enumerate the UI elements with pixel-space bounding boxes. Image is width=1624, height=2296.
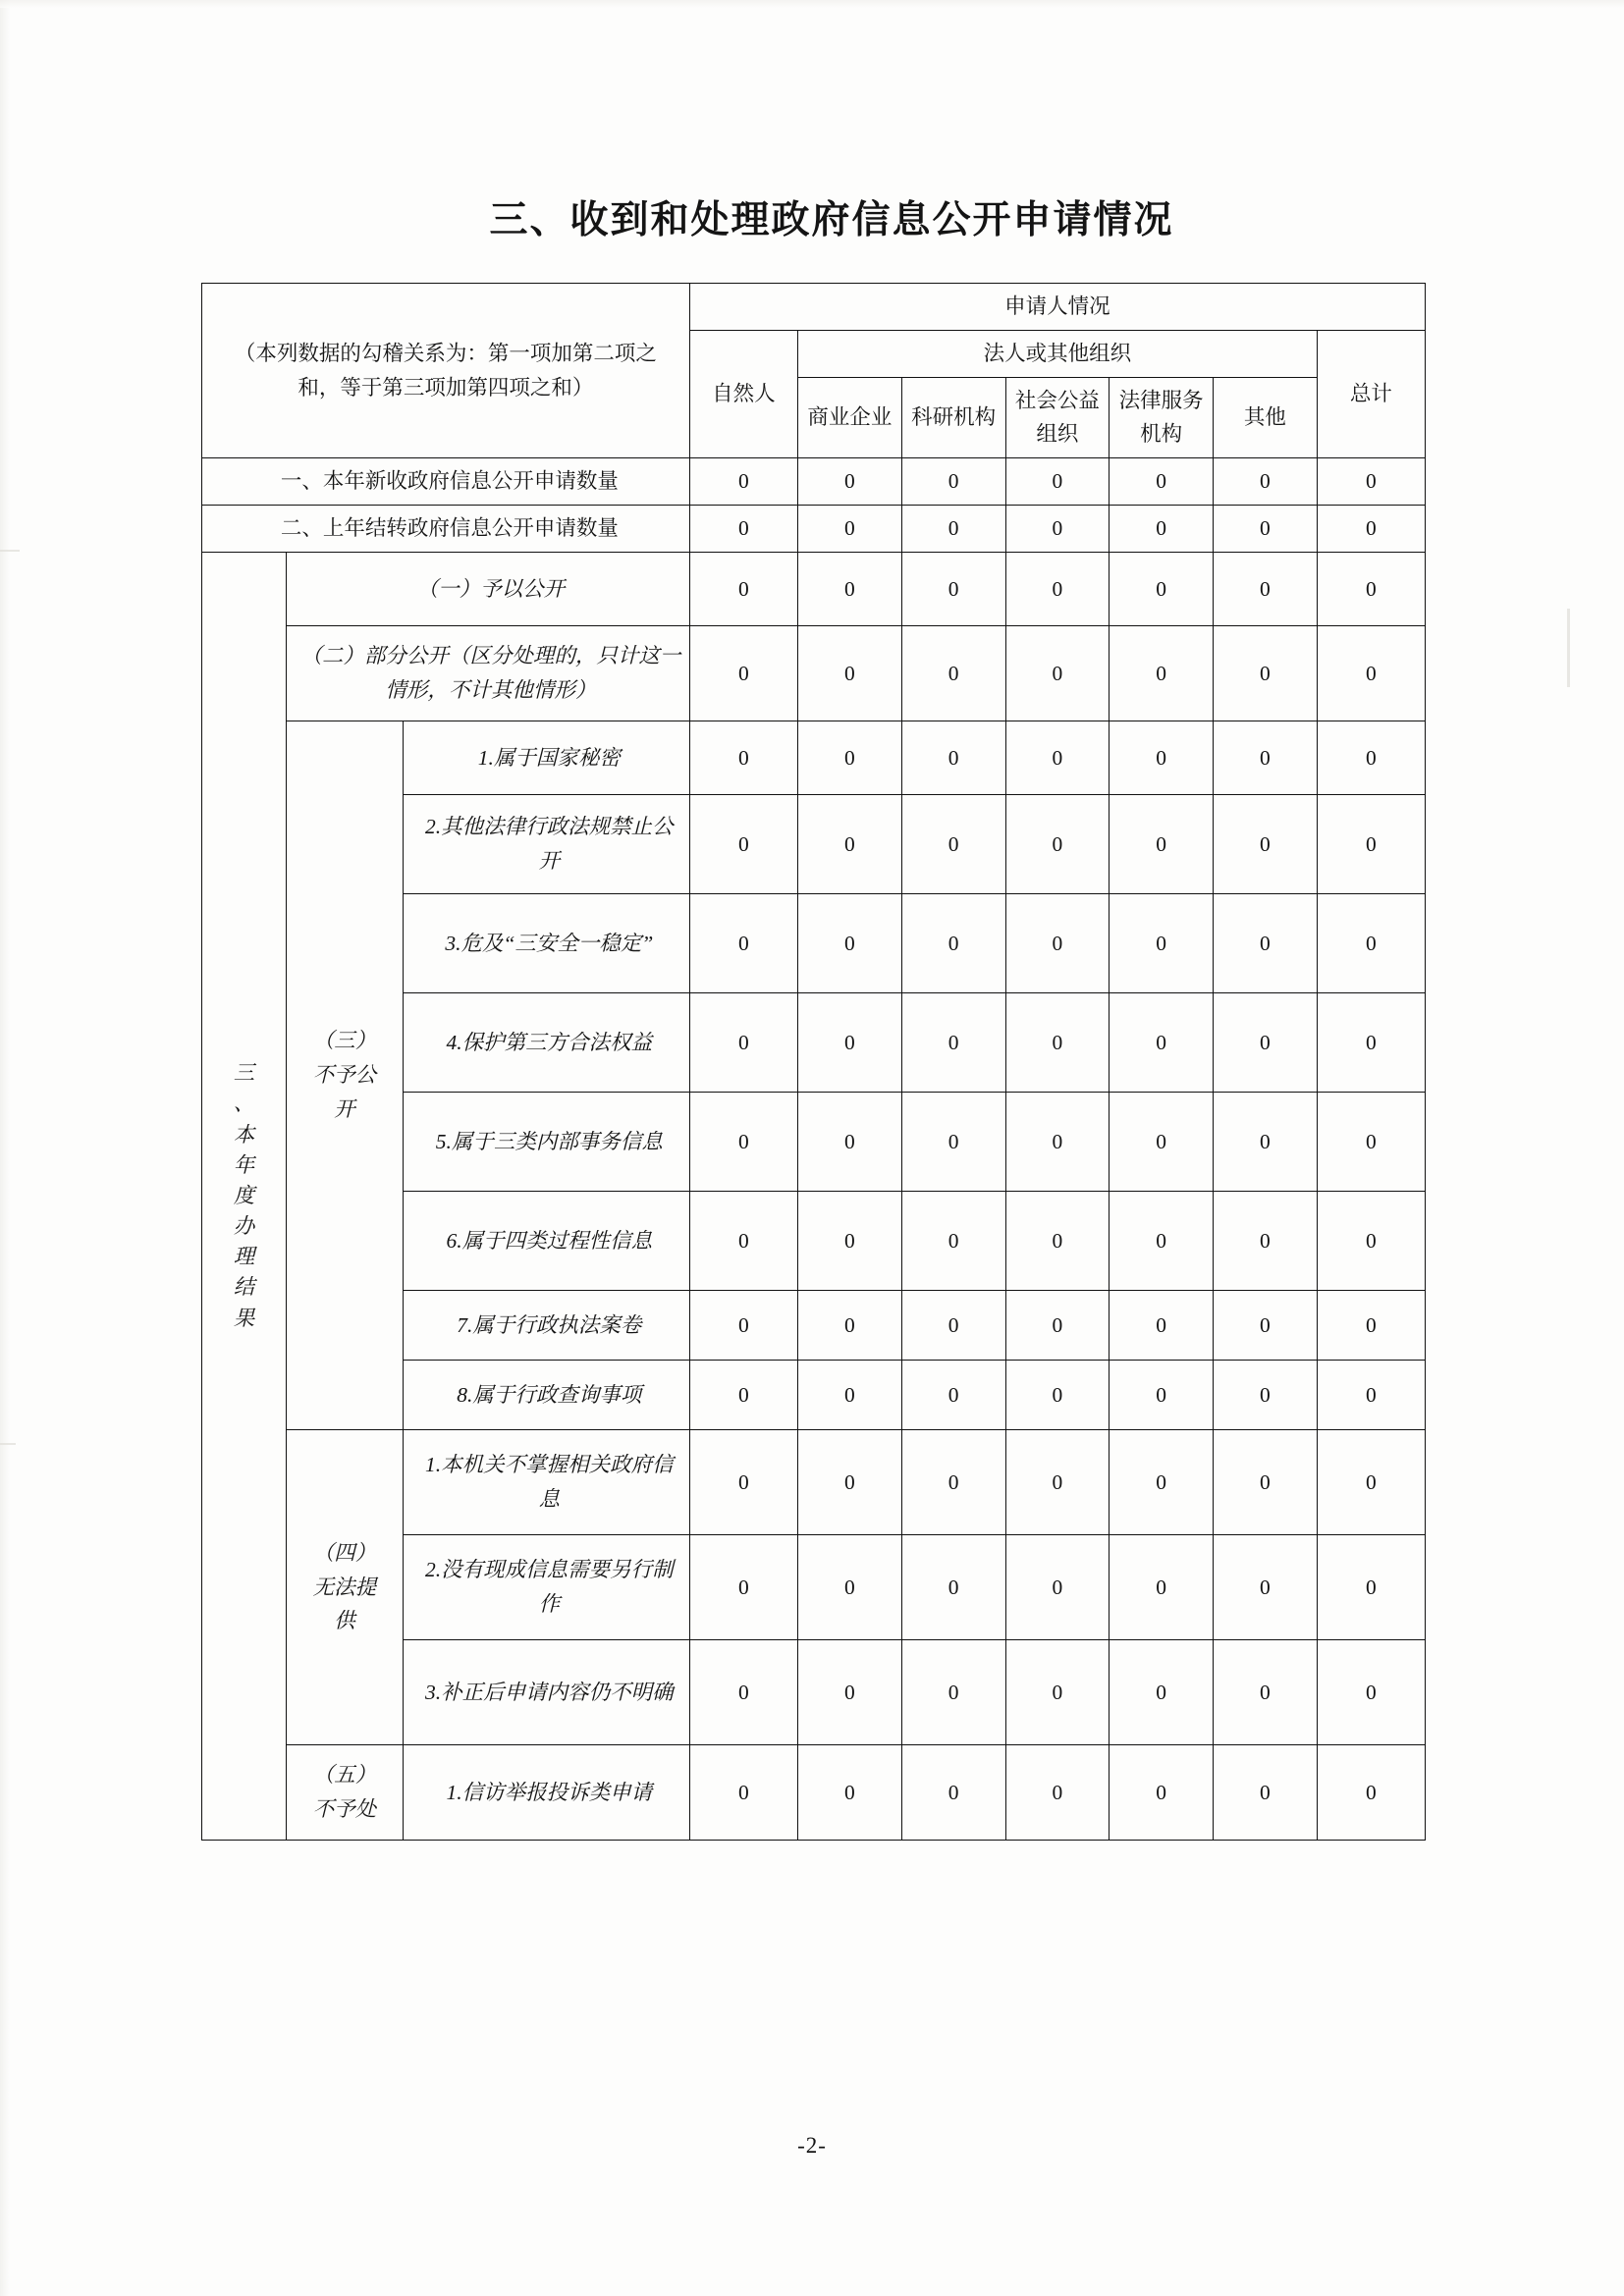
cell-value: 0 — [798, 458, 902, 506]
item-label-partial: （二）部分公开（区分处理的，只计这一情形，不计其他情形） — [286, 625, 689, 721]
cell-value: 0 — [1110, 1639, 1214, 1744]
scan-edge-top — [0, 0, 1624, 8]
group-label-line: 不予公 — [312, 1063, 377, 1088]
cell-value: 0 — [798, 794, 902, 893]
cell-value: 0 — [901, 552, 1005, 625]
header-org-legal-service: 法律服务机构 — [1110, 377, 1214, 458]
cell-value: 0 — [901, 1639, 1005, 1744]
cell-value: 0 — [689, 1191, 797, 1290]
cell-value: 0 — [798, 552, 902, 625]
vertical-char: 、 — [233, 1092, 255, 1116]
cell-value: 0 — [689, 721, 797, 794]
cell-value: 0 — [798, 721, 902, 794]
cell-value: 0 — [1317, 458, 1425, 506]
cell-value: 0 — [1005, 1092, 1110, 1191]
cell-value: 0 — [1110, 1191, 1214, 1290]
item-label: 8.属于行政查询事项 — [403, 1360, 689, 1429]
cell-value: 0 — [1110, 721, 1214, 794]
cell-value: 0 — [689, 1092, 797, 1191]
vertical-char: 度 — [233, 1183, 255, 1207]
table-row — [202, 506, 1426, 553]
cell-value: 0 — [1005, 1191, 1110, 1290]
cell-value: 0 — [901, 625, 1005, 721]
cell-value: 0 — [1214, 1639, 1318, 1744]
cell-value: 0 — [1005, 506, 1110, 553]
cell-value: 0 — [1214, 1534, 1318, 1639]
cell-value: 0 — [1005, 721, 1110, 794]
vertical-char: 理 — [233, 1245, 255, 1269]
cell-value: 0 — [689, 992, 797, 1092]
cell-value: 0 — [1110, 1360, 1214, 1429]
vertical-char: 结 — [233, 1275, 255, 1300]
cell-value: 0 — [798, 506, 902, 553]
cell-value: 0 — [901, 1360, 1005, 1429]
cell-value: 0 — [1110, 458, 1214, 506]
scan-artifact-2 — [0, 550, 20, 552]
cell-value: 0 — [1214, 794, 1318, 893]
cell-value: 0 — [1317, 506, 1425, 553]
cell-value: 0 — [1317, 552, 1425, 625]
header-legal-entity-group: 法人或其他组织 — [798, 330, 1318, 377]
cell-value: 0 — [798, 1360, 902, 1429]
item-label-disclose: （一）予以公开 — [286, 552, 689, 625]
vertical-char: 办 — [233, 1214, 255, 1239]
cell-value: 0 — [798, 625, 902, 721]
cell-value: 0 — [1317, 1092, 1425, 1191]
cell-value: 0 — [1214, 506, 1318, 553]
header-org-other: 其他 — [1214, 377, 1318, 458]
table-header-row-1 — [202, 284, 1426, 331]
cell-value: 0 — [798, 1639, 902, 1744]
header-org-research: 科研机构 — [901, 377, 1005, 458]
item-label: 3.危及“三安全一稳定” — [403, 893, 689, 992]
cell-value: 0 — [1005, 625, 1110, 721]
group-label-line: 供 — [334, 1609, 355, 1633]
item-label: 7.属于行政执法案卷 — [403, 1290, 689, 1360]
cell-value: 0 — [901, 1429, 1005, 1534]
cell-value: 0 — [901, 721, 1005, 794]
cell-value: 0 — [901, 893, 1005, 992]
disclosure-requests-table — [201, 283, 1426, 1841]
group-label-line: （三） — [312, 1029, 377, 1053]
cell-value: 0 — [798, 1092, 902, 1191]
header-org-commercial: 商业企业 — [798, 377, 902, 458]
cell-value: 0 — [1110, 1534, 1214, 1639]
page-number: -2- — [797, 2133, 827, 2158]
cell-value: 0 — [798, 893, 902, 992]
cell-value: 0 — [1317, 794, 1425, 893]
cell-value: 0 — [901, 992, 1005, 1092]
header-total: 总计 — [1317, 330, 1425, 457]
cell-value: 0 — [1317, 1360, 1425, 1429]
group-label-line: （四） — [312, 1540, 377, 1565]
cell-value: 0 — [1110, 625, 1214, 721]
group-label-line: 无法提 — [312, 1575, 377, 1599]
cell-value: 0 — [1005, 1290, 1110, 1360]
cell-value: 0 — [1317, 992, 1425, 1092]
item-label: 4.保护第三方合法权益 — [403, 992, 689, 1092]
cell-value: 0 — [1214, 1191, 1318, 1290]
group-label-line: （五） — [312, 1763, 377, 1788]
item-label: 2.其他法律行政法规禁止公开 — [403, 794, 689, 893]
group-label-line: 开 — [334, 1096, 355, 1121]
cell-value: 0 — [901, 1744, 1005, 1840]
item-label: 1.信访举报投诉类申请 — [403, 1744, 689, 1840]
cell-value: 0 — [1317, 893, 1425, 992]
scan-edge-left — [0, 0, 10, 2296]
cell-value: 0 — [1110, 1429, 1214, 1534]
item-label: 1.本机关不掌握相关政府信息 — [403, 1429, 689, 1534]
cell-value: 0 — [798, 1744, 902, 1840]
cell-value: 0 — [689, 1290, 797, 1360]
scan-artifact-1 — [1567, 609, 1570, 687]
row-label-new-applications: 一、本年新收政府信息公开申请数量 — [202, 458, 690, 506]
table-row — [202, 458, 1426, 506]
item-label: 6.属于四类过程性信息 — [403, 1191, 689, 1290]
cell-value: 0 — [1317, 1191, 1425, 1290]
vertical-char: 本 — [233, 1122, 255, 1147]
cell-value: 0 — [689, 1744, 797, 1840]
table-row — [202, 552, 1426, 625]
item-label: 5.属于三类内部事务信息 — [403, 1092, 689, 1191]
cell-value: 0 — [1214, 893, 1318, 992]
cell-value: 0 — [1110, 1290, 1214, 1360]
cell-value: 0 — [1005, 1744, 1110, 1840]
cell-value: 0 — [689, 1534, 797, 1639]
cell-value: 0 — [1005, 1360, 1110, 1429]
header-natural-person: 自然人 — [689, 330, 797, 457]
cell-value: 0 — [1005, 1639, 1110, 1744]
cell-value: 0 — [1214, 1744, 1318, 1840]
header-org-public-welfare: 社会公益组织 — [1005, 377, 1110, 458]
disclosure-requests-table-wrap — [201, 283, 1426, 1841]
cell-value: 0 — [1317, 1744, 1425, 1840]
vertical-char: 三 — [233, 1061, 255, 1086]
cell-value: 0 — [901, 1191, 1005, 1290]
cell-value: 0 — [1110, 1092, 1214, 1191]
cell-value: 0 — [1317, 625, 1425, 721]
item-label: 2.没有现成信息需要另行制作 — [403, 1534, 689, 1639]
cell-value: 0 — [689, 552, 797, 625]
cell-value: 0 — [798, 1534, 902, 1639]
cell-value: 0 — [1005, 992, 1110, 1092]
cell-value: 0 — [1317, 1534, 1425, 1639]
table-row — [202, 1429, 1426, 1534]
cell-value: 0 — [1214, 1360, 1318, 1429]
cell-value: 0 — [1005, 1429, 1110, 1534]
cell-value: 0 — [1214, 1290, 1318, 1360]
scan-artifact-3 — [0, 1443, 16, 1445]
cell-value: 0 — [1214, 721, 1318, 794]
vertical-char: 年 — [233, 1152, 255, 1177]
vertical-char: 果 — [233, 1306, 255, 1330]
cell-value: 0 — [901, 506, 1005, 553]
cell-value: 0 — [1110, 1744, 1214, 1840]
cell-value: 0 — [901, 1290, 1005, 1360]
cell-value: 0 — [901, 794, 1005, 893]
cell-value: 0 — [689, 893, 797, 992]
cell-value: 0 — [1317, 721, 1425, 794]
cell-value: 0 — [798, 1191, 902, 1290]
cell-value: 0 — [689, 1639, 797, 1744]
header-note-cell: （本列数据的勾稽关系为：第一项加第二项之和，等于第三项加第四项之和） — [202, 284, 690, 458]
cell-value: 0 — [1214, 458, 1318, 506]
cell-value: 0 — [689, 625, 797, 721]
cell-value: 0 — [1110, 552, 1214, 625]
cell-value: 0 — [1110, 794, 1214, 893]
cell-value: 0 — [1317, 1639, 1425, 1744]
cell-value: 0 — [1214, 1092, 1318, 1191]
cell-value: 0 — [1005, 458, 1110, 506]
cell-value: 0 — [1110, 992, 1214, 1092]
cell-value: 0 — [798, 1290, 902, 1360]
cell-value: 0 — [689, 794, 797, 893]
group-label-cannot-provide — [286, 1429, 403, 1744]
cell-value: 0 — [689, 1429, 797, 1534]
cell-value: 0 — [798, 1429, 902, 1534]
cell-value: 0 — [689, 506, 797, 553]
group-label-not-handled — [286, 1744, 403, 1840]
cell-value: 0 — [901, 1092, 1005, 1191]
row-label-results-vertical — [202, 552, 287, 1840]
vertical-label-stack — [202, 1058, 286, 1334]
item-label: 1.属于国家秘密 — [403, 721, 689, 794]
cell-value: 0 — [1005, 1534, 1110, 1639]
page-title: 三、收到和处理政府信息公开申请情况 — [489, 199, 1174, 241]
cell-value: 0 — [1005, 893, 1110, 992]
cell-value: 0 — [901, 1534, 1005, 1639]
cell-value: 0 — [689, 458, 797, 506]
table-row — [202, 721, 1426, 794]
cell-value: 0 — [1214, 552, 1318, 625]
cell-value: 0 — [1005, 552, 1110, 625]
cell-value: 0 — [1214, 1429, 1318, 1534]
cell-value: 0 — [1005, 794, 1110, 893]
cell-value: 0 — [798, 992, 902, 1092]
table-row — [202, 625, 1426, 721]
cell-value: 0 — [1110, 506, 1214, 553]
cell-value: 0 — [901, 458, 1005, 506]
table-row — [202, 1744, 1426, 1840]
cell-value: 0 — [1317, 1429, 1425, 1534]
header-applicant-group: 申请人情况 — [689, 284, 1425, 331]
cell-value: 0 — [1110, 893, 1214, 992]
cell-value: 0 — [1214, 992, 1318, 1092]
row-label-carried-over: 二、上年结转政府信息公开申请数量 — [202, 506, 690, 553]
cell-value: 0 — [1317, 1290, 1425, 1360]
cell-value: 0 — [1214, 625, 1318, 721]
group-label-line: 不予处 — [312, 1796, 377, 1821]
item-label: 3.补正后申请内容仍不明确 — [403, 1639, 689, 1744]
group-label-not-disclose — [286, 721, 403, 1429]
cell-value: 0 — [689, 1360, 797, 1429]
